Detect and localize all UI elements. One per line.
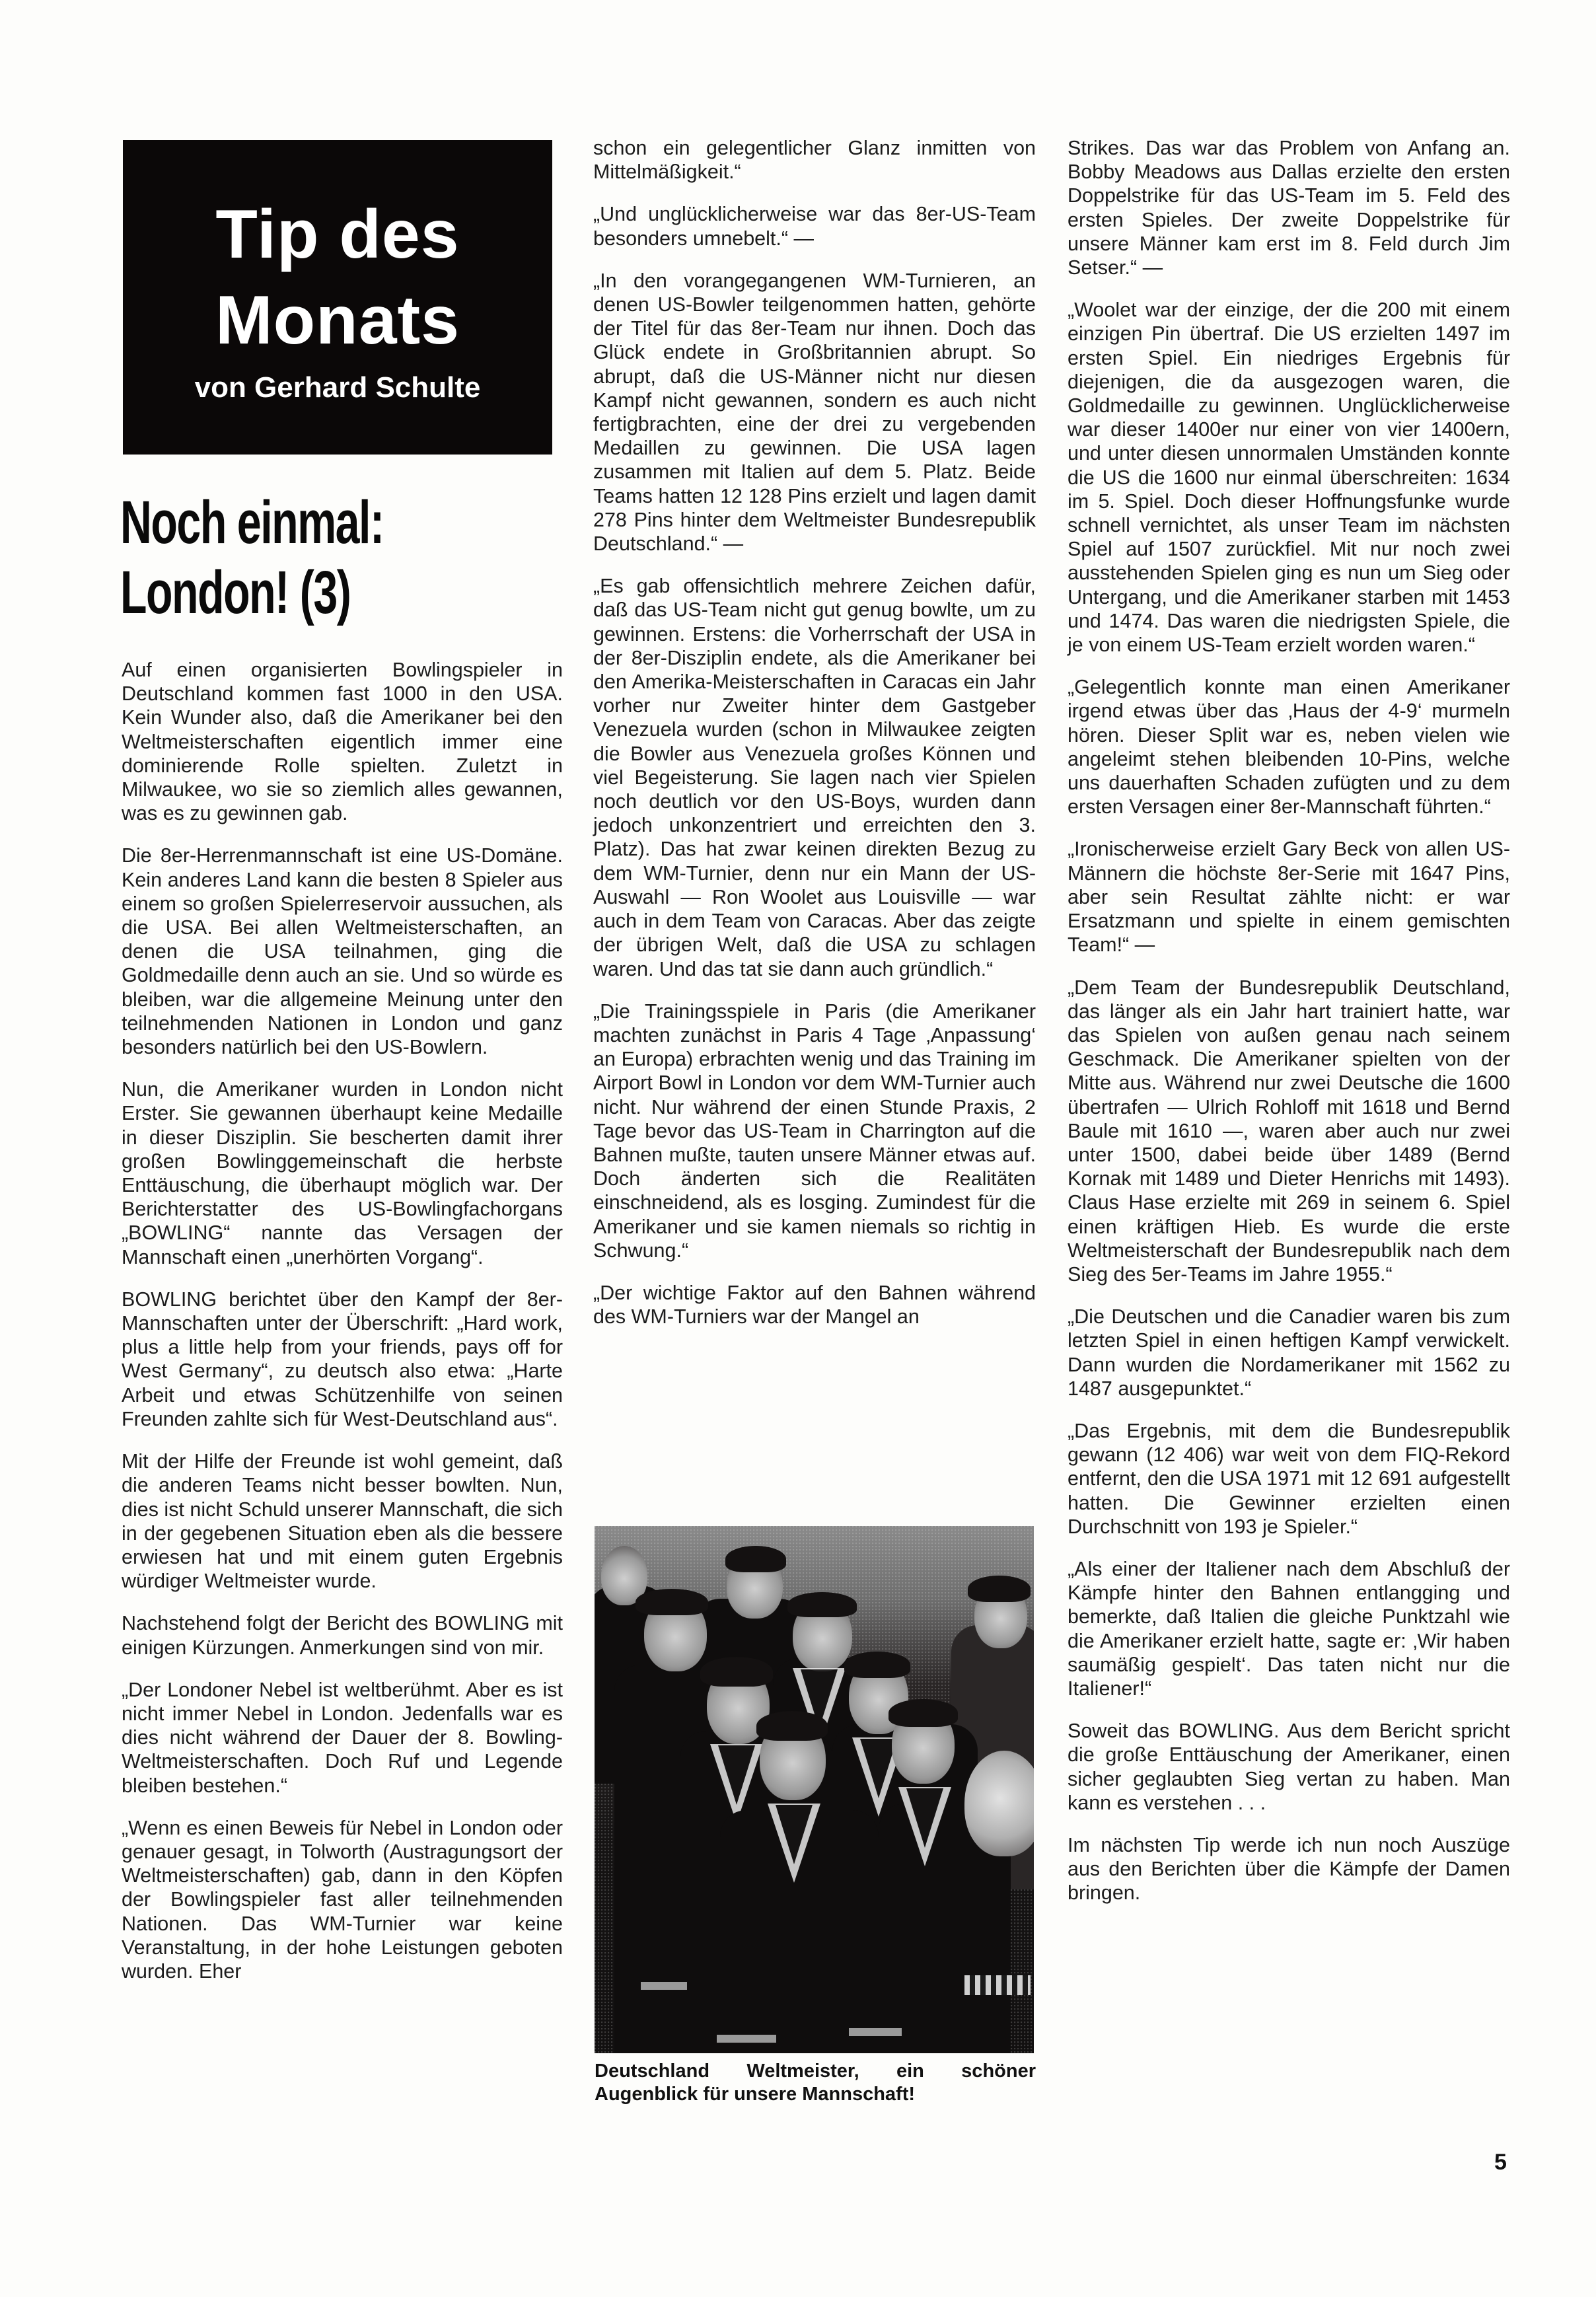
article-headline	[120, 488, 434, 628]
column-title-line-2: Monats	[215, 282, 460, 359]
paragraph: „Ironischerweise erzielt Gary Beck von allen US-Männern die höchste 8er-Serie mit 1647 Pins, aber sein Resultat zählte nicht: er war Ersatzmann und spielte in einem gemischten Team!“ —	[1068, 838, 1510, 957]
paragraph: „Der Londoner Nebel ist weltberühmt. Aber es ist nicht immer Nebel in London. Jedenfalls war es dies nicht während der Dauer der 8. Bowling-Weltmeisterschaften. Doch Ruf und Legende bleiben bestehen.“	[122, 1678, 563, 1797]
paragraph: BOWLING berichtet über den Kampf der 8er-Mannschaften unter der Überschrift: „Hard work, plus a little help from your friends, pays off for West Germany“, zu deutsch also etwa: „Harte Arbeit und etwas Schützenhilfe von seinen Freunden zahlte sich für West-Deutschland aus“.	[122, 1288, 563, 1430]
paragraph: „Als einer der Italiener nach dem Abschluß der Kämpfe hinter den Bahnen entlangging und bemerkte, daß Italien die gleiche Punktzahl wie die Amerikaner erzielt hatte, sagte er: ‚Wir haben saumäßig gespielt‘. Das taten nicht nur die Italiener!“	[1068, 1557, 1510, 1700]
caption-line-1: Deutschland Weltmeister, ein schöner	[595, 2060, 1036, 2082]
paragraph: Soweit das BOWLING. Aus dem Bericht spricht die große Enttäuschung der Amerikaner, einen sicher geglaubten Sieg vertan zu haben. Man kann es verstehen . . .	[1068, 1720, 1510, 1814]
page-number: 5	[1494, 2150, 1507, 2175]
text-column-middle	[593, 136, 1036, 1347]
paragraph: „Gelegentlich konnte man einen Amerikaner irgend etwas über das ‚Haus der 4-9‘ murmeln hören. Dieser Split war es, neben vielen wie angeleimt stehen bleibenden 10-Pins, welche uns dauerhaften Schaden zufügten und zu dem ersten Versagen einer 8er-Mannschaft führten.“	[1068, 676, 1510, 819]
paragraph: „Die Deutschen und die Canadier waren bis zum letzten Spiel in einen heftigen Kampf verwickelt. Dann wurden die Nordamerikaner mit 1562 zu 1487 ausgepunktet.“	[1068, 1305, 1510, 1400]
paragraph: Mit der Hilfe der Freunde ist wohl gemeint, daß die anderen Teams nicht besser bowlten. Nun, dies ist nicht Schuld unserer Mannschaft, die sich in der gegebenen Situation eben als die bessere erwiesen hat und mit einem guten Ergebnis würdiger Weltmeister wurde.	[122, 1450, 563, 1593]
column-title-box	[123, 140, 552, 455]
caption-line-2: Augenblick für unsere Mannschaft!	[595, 2084, 916, 2105]
paragraph: „Wenn es einen Beweis für Nebel in London oder genauer gesagt, in Tolworth (Austragungsort der Weltmeisterschaften) gab, dann in den Köpfen der Bowlingspieler fast aller teilnehmenden Nationen. Das WM-Turnier war keine Veranstaltung, in der hohe Leistungen geboten wurden. Eher	[122, 1816, 563, 1983]
paragraph: „Woolet war der einzige, der die 200 mit einem einzigen Pin übertraf. Die US erzielten 1497 im ersten Spiel. Ein niedriges Ergebnis für diejenigen, die da ausgezogen waren, die Goldmedaille zu gewinnen. Unglücklicherweise war dieser 1400er nur einer von vier 1400ern, und unter diesen unnormalen Umständen konnte die US die 1600 nur einmal überschreiten: 1634 im 5. Spiel. Doch dieser Hoffnungsfunke wurde schnell vernichtet, als unser Team im nächsten Spiel auf 1507 zurückfiel. Mit nur noch zwei ausstehenden Spielen ging es nun um Sieg oder Untergang, und die Amerikaner starben mit 1453 und 1474. Das waren die niedrigsten Spiele, die je von einem US-Team erzielt worden waren.“	[1068, 299, 1510, 657]
paragraph: Nachstehend folgt der Bericht des BOWLING mit einigen Kürzungen. Anmerkungen sind von mir.	[122, 1612, 563, 1659]
paragraph: „Der wichtige Faktor auf den Bahnen während des WM-Turniers war der Mangel an	[593, 1281, 1036, 1329]
headline-line-1: Noch einmal:	[120, 489, 384, 556]
column-title-line-1: Tip des	[215, 196, 460, 273]
paragraph: Auf einen organisierten Bowlingspieler in Deutschland kommen fast 1000 in den USA. Kein Wunder also, daß die Amerikaner bei den Weltmeisterschaften eigentlich immer eine dominierende Rolle spielten. Zuletzt in Milwaukee, wo sie so ziemlich alles gewannen, was es zu gewinnen gab.	[122, 659, 563, 825]
paragraph: Strikes. Das war das Problem von Anfang an. Bobby Meadows aus Dallas erzielte den ersten Doppelstrike für das US-Team im 5. Feld des ersten Spieles. Der zweite Doppelstrike für unsere Männer kam erst im 8. Feld durch Jim Setser.“ —	[1068, 137, 1510, 279]
paragraph: schon ein gelegentlicher Glanz inmitten von Mittelmäßigkeit.“	[593, 137, 1036, 184]
column-title	[123, 192, 552, 363]
team-photo	[595, 1526, 1034, 2053]
paragraph: „Es gab offensichtlich mehrere Zeichen dafür, daß das US-Team nicht gut genug bowlte, um zu gewinnen. Erstens: die Vorherrschaft der USA in der 8er-Disziplin endete, als die Amerikaner bei den Amerika-Meisterschaften in Caracas ein Jahr vorher nur Zweiter hinter dem Gastgeber Venezuela wurden (schon in Milwaukee zeigten die Bowler aus Venezuela großes Können und viel Begeisterung. Sie lagen nach vier Spielen noch deutlich vor den US-Boys, wurden dann jedoch unkonzentriert und erreichten den 3. Platz). Das hat zwar keinen direkten Bezug zu dem WM-Turnier, denn nur ein Mann der US-Auswahl — Ron Woolet aus Louisville — war auch in dem Team von Caracas. Aber das zeigte der übrigen Welt, daß die USA zu schlagen waren. Und das tat sie dann auch gründlich.“	[593, 575, 1036, 980]
paragraph: Nun, die Amerikaner wurden in London nicht Erster. Sie gewannen überhaupt keine Medaille in dieser Disziplin. Sie bescherten damit ihrer großen Bowlinggemeinschaft die herbste Enttäuschung, die überhaupt möglich war. Der Berichterstatter des US-Bowlingfachorgans „BOWLING“ nannte das Versagen der Mannschaft einen „unerhörten Vorgang“.	[122, 1078, 563, 1268]
paragraph: „Die Trainingsspiele in Paris (die Amerikaner machten zunächst in Paris 4 Tage ‚Anpassung‘ an Europa) erbrachten wenig und das Training im Airport Bowl in London vor dem WM-Turnier auch nicht. Nur während der einen Stunde Praxis, 2 Tage bevor das US-Team in Charrington auf die Bahnen mußte, tauten unsere Männer etwas auf. Doch änderten sich die Realitäten einschneidend, als es losging. Zumindest für die Amerikaner und sie kamen niemals so richtig in Schwung.“	[593, 1000, 1036, 1262]
text-column-left	[122, 658, 563, 2002]
paragraph: „In den vorangegangenen WM-Turnieren, an denen US-Bowler teilgenommen hatten, gehörte der Titel für das 8er-Team nur ihnen. Doch das Glück endete in Großbritannien abrupt. So abrupt, daß die US-Männer nicht nur diesen Kampf nicht gewannen, sondern es auch nicht fertigbrachten, eine der drei zu vergebenden Medaillen zu gewinnen. Die USA lagen zusammen mit Italien auf dem 5. Platz. Beide Teams hatten 12 128 Pins erzielt und lagen damit 278 Pins hinter dem Weltmeister Bundesrepublik Deutschland.“ —	[593, 269, 1036, 556]
text-column-right	[1068, 136, 1510, 1924]
paragraph: „Das Ergebnis, mit dem die Bundesrepublik gewann (12 406) war weit von dem FIQ-Rekord entfernt, den die USA 1971 mit 12 691 aufgestellt hatten. Die Gewinner erzielten einen Durchschnitt von 193 je Spieler.“	[1068, 1419, 1510, 1538]
paragraph: „Und unglücklicherweise war das 8er-US-Team besonders umnebelt.“ —	[593, 203, 1036, 250]
paragraph: Die 8er-Herrenmannschaft ist eine US-Domäne. Kein anderes Land kann die besten 8 Spieler aus einem so großen Spielerreservoir aussuchen, als die USA. Bei allen Weltmeisterschaften, an denen die USA teilnahmen, ging die Goldmedaille denn auch an sie. Und so würde es bleiben, war die allgemeine Meinung unter den teilnehmenden Nationen in London und ganz besonders natürlich bei den US-Bowlern.	[122, 844, 563, 1059]
paragraph: „Dem Team der Bundesrepublik Deutschland, das länger als ein Jahr hart trainiert hatte, war das Spielen von außen genau nach seinem Geschmack. Die Amerikaner spielten von der Mitte aus. Während nur zwei Deutsche die 1600 übertrafen — Ulrich Rohloff mit 1618 und Bernd Baule mit 1610 —, waren aber auch nur zwei unter 1500, dabei beide über 1489 (Bernd Kornak mit 1489 und Dieter Henrichs mit 1493). Claus Hase erzielte mit 269 in seinem 6. Spiel einen kräftigen Hieb. Es wurde die erste Weltmeisterschaft der Bundesrepublik nach dem Sieg des 5er-Teams im Jahre 1955.“	[1068, 976, 1510, 1286]
headline-line-2: London! (3)	[120, 559, 351, 626]
author-byline: von Gerhard Schulte	[194, 371, 481, 404]
photo-caption	[595, 2060, 1036, 2106]
paragraph: Im nächsten Tip werde ich nun noch Auszüge aus den Berichten über die Kämpfe der Damen bringen.	[1068, 1834, 1510, 1905]
